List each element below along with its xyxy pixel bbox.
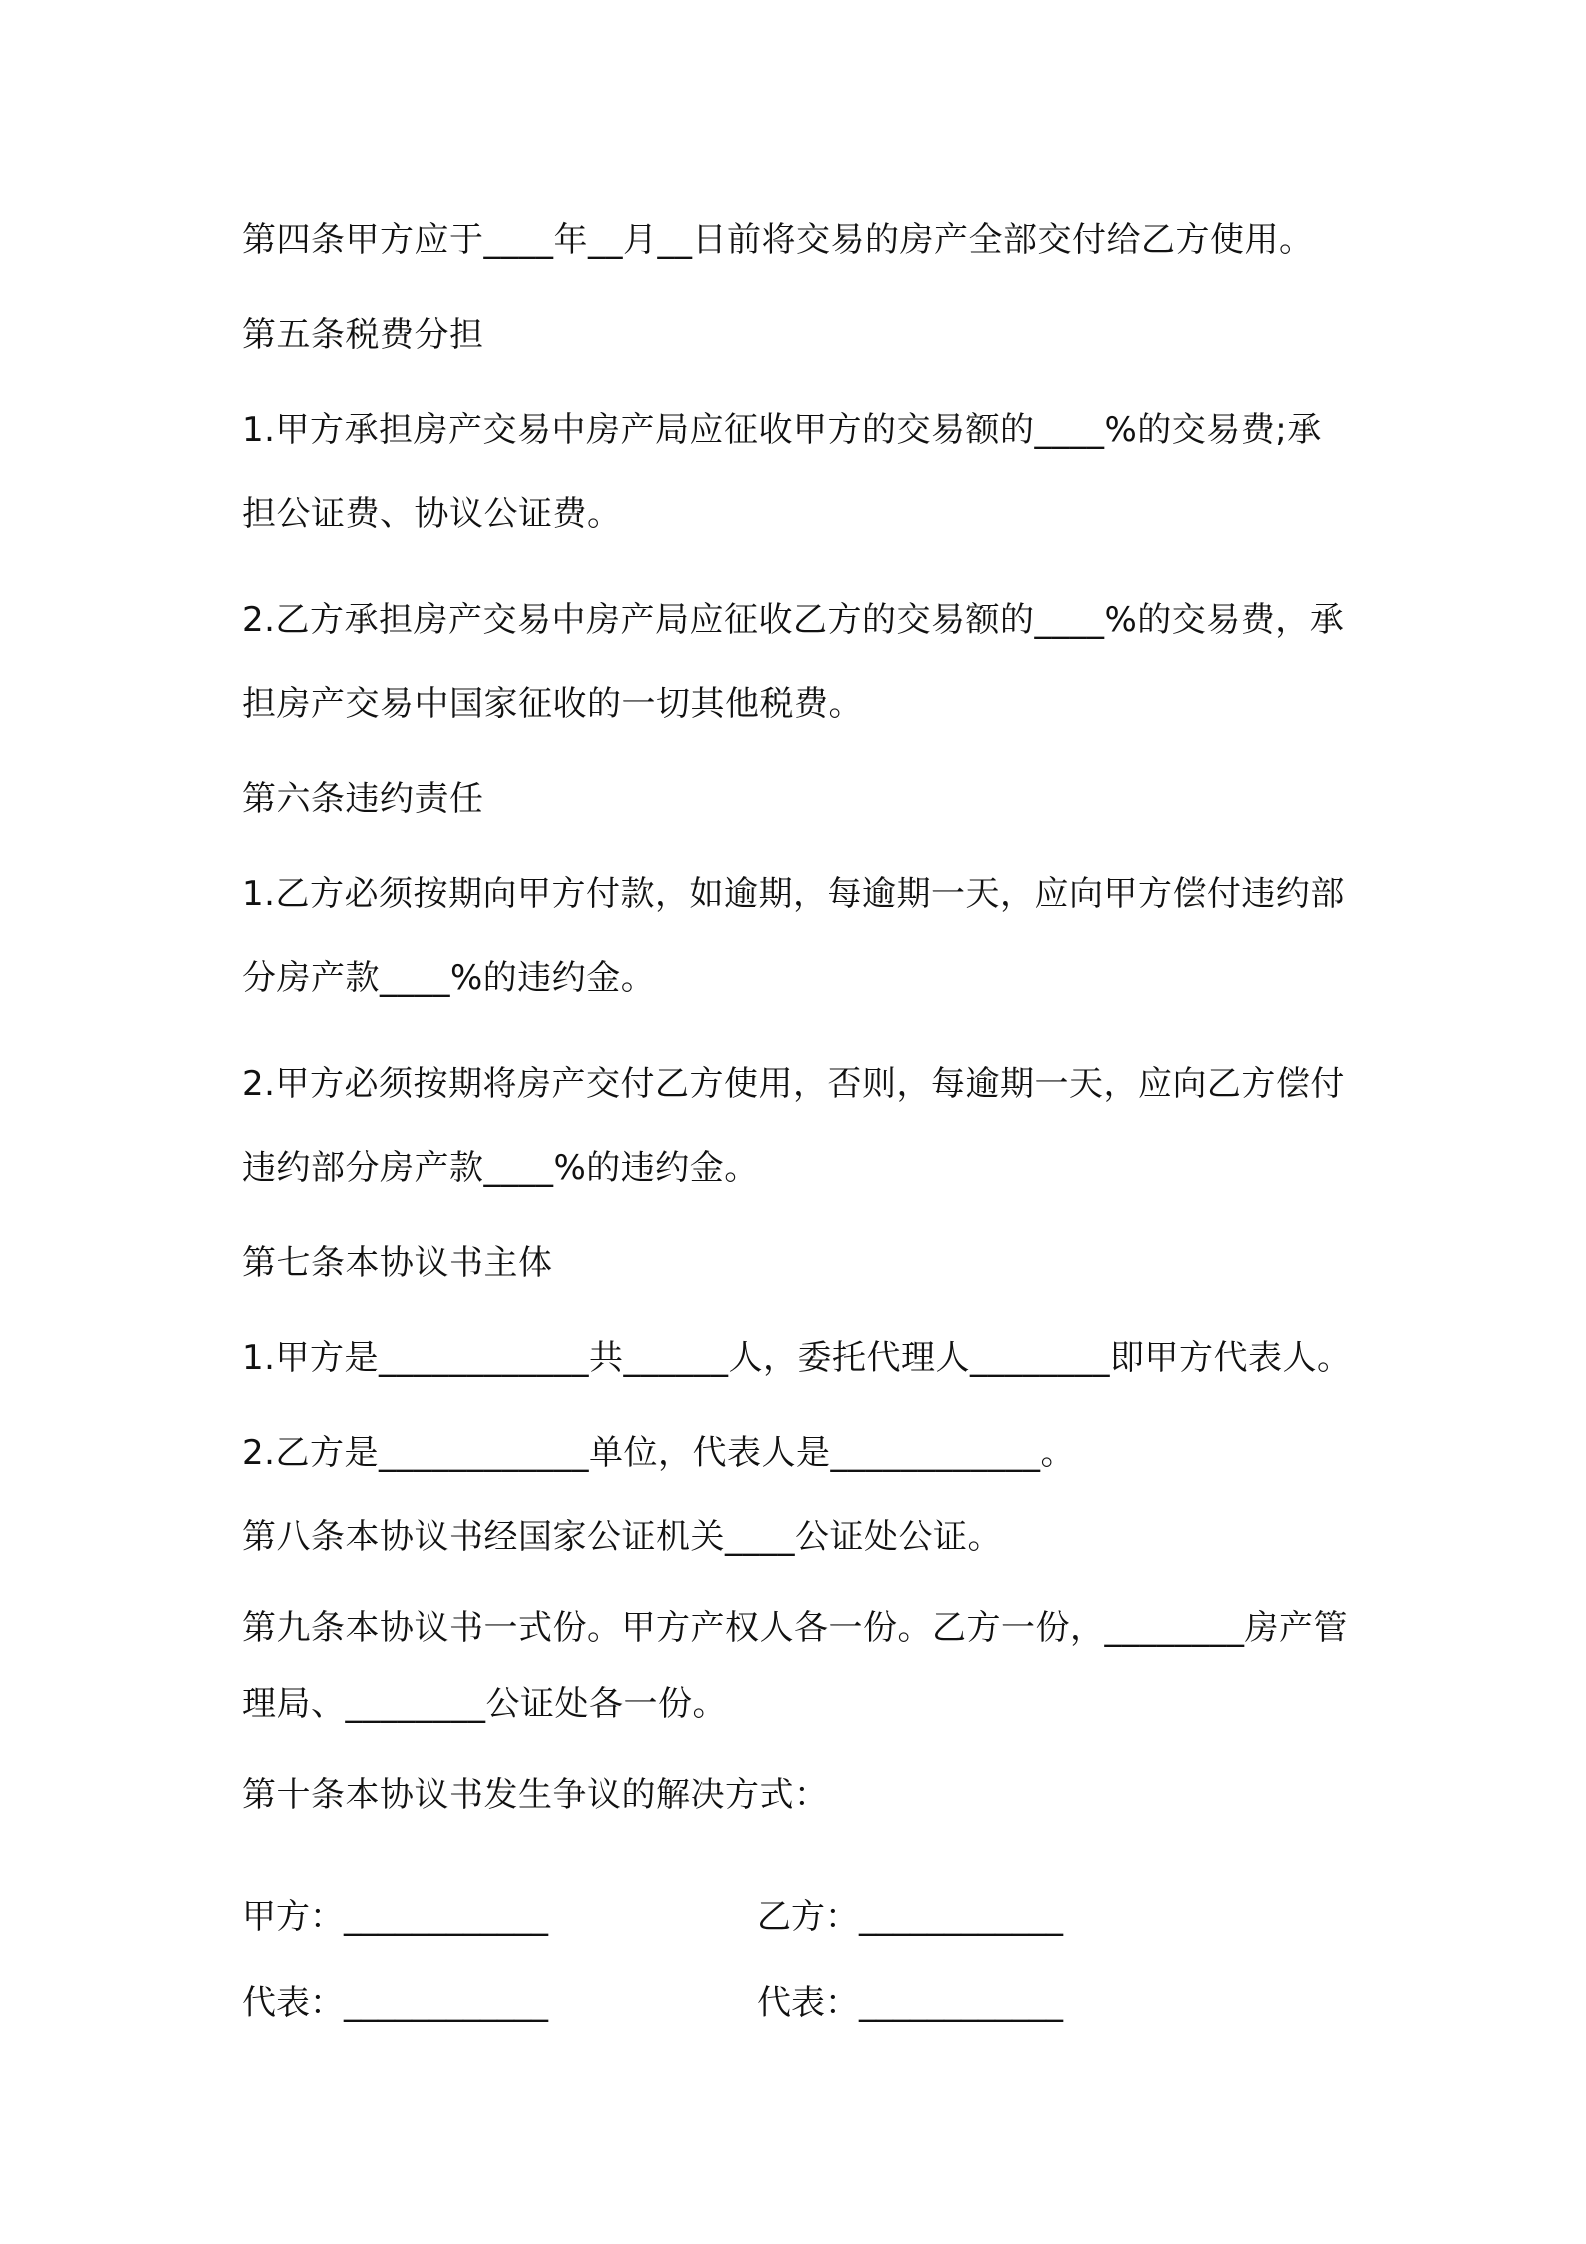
clause-6-item-2: 2.甲方必须按期将房产交付乙方使用，否则，每逾期一天，应向乙方偿付违约部分房产款____%的违约金。 — [242, 1064, 1345, 1188]
clause-4: 第四条甲方应于____年__月__日前将交易的房产全部交付给乙方使用。 — [242, 220, 1314, 260]
clause-9: 第九条本协议书一式份。甲方产权人各一份。乙方一份，________房产管理局、________公证处各一份。 — [242, 1608, 1348, 1724]
party-b-signature-line: 乙方：____________ — [757, 1896, 1063, 1937]
clause-6-heading: 第六条违约责任 — [242, 779, 484, 819]
clause-10: 第十条本协议书发生争议的解决方式： — [242, 1775, 829, 1815]
clause-5-item-1: 1.甲方承担房产交易中房产局应征收甲方的交易额的____%的交易费;承担公证费、协议公证费。 — [242, 410, 1322, 534]
clause-5-item-2: 2.乙方承担房产交易中房产局应征收乙方的交易额的____%的交易费，承担房产交易中国家征收的一切其他税费。 — [242, 600, 1345, 724]
agreement-body — [242, 198, 1352, 1826]
representative-a-signature-line: 代表：____________ — [242, 1982, 548, 2023]
clause-7-heading: 第七条本协议书主体 — [242, 1243, 553, 1283]
clause-5-heading: 第五条税费分担 — [242, 315, 484, 355]
signature-row-representatives — [242, 1956, 1352, 2042]
clause-7-item-2: 2.乙方是____________单位，代表人是____________。 — [242, 1433, 1075, 1473]
signature-row-parties — [242, 1870, 1352, 1956]
party-a-signature-line: 甲方：____________ — [242, 1896, 548, 1937]
clause-7-item-1: 1.甲方是____________共______人，委托代理人________即甲方代表人。 — [242, 1338, 1352, 1378]
representative-b-signature-line: 代表：____________ — [757, 1982, 1063, 2023]
signature-block — [242, 1870, 1352, 2042]
clause-8: 第八条本协议书经国家公证机关____公证处公证。 — [242, 1517, 1002, 1557]
clause-6-item-1: 1.乙方必须按期向甲方付款，如逾期，每逾期一天，应向甲方偿付违约部分房产款____%的违约金。 — [242, 874, 1345, 998]
